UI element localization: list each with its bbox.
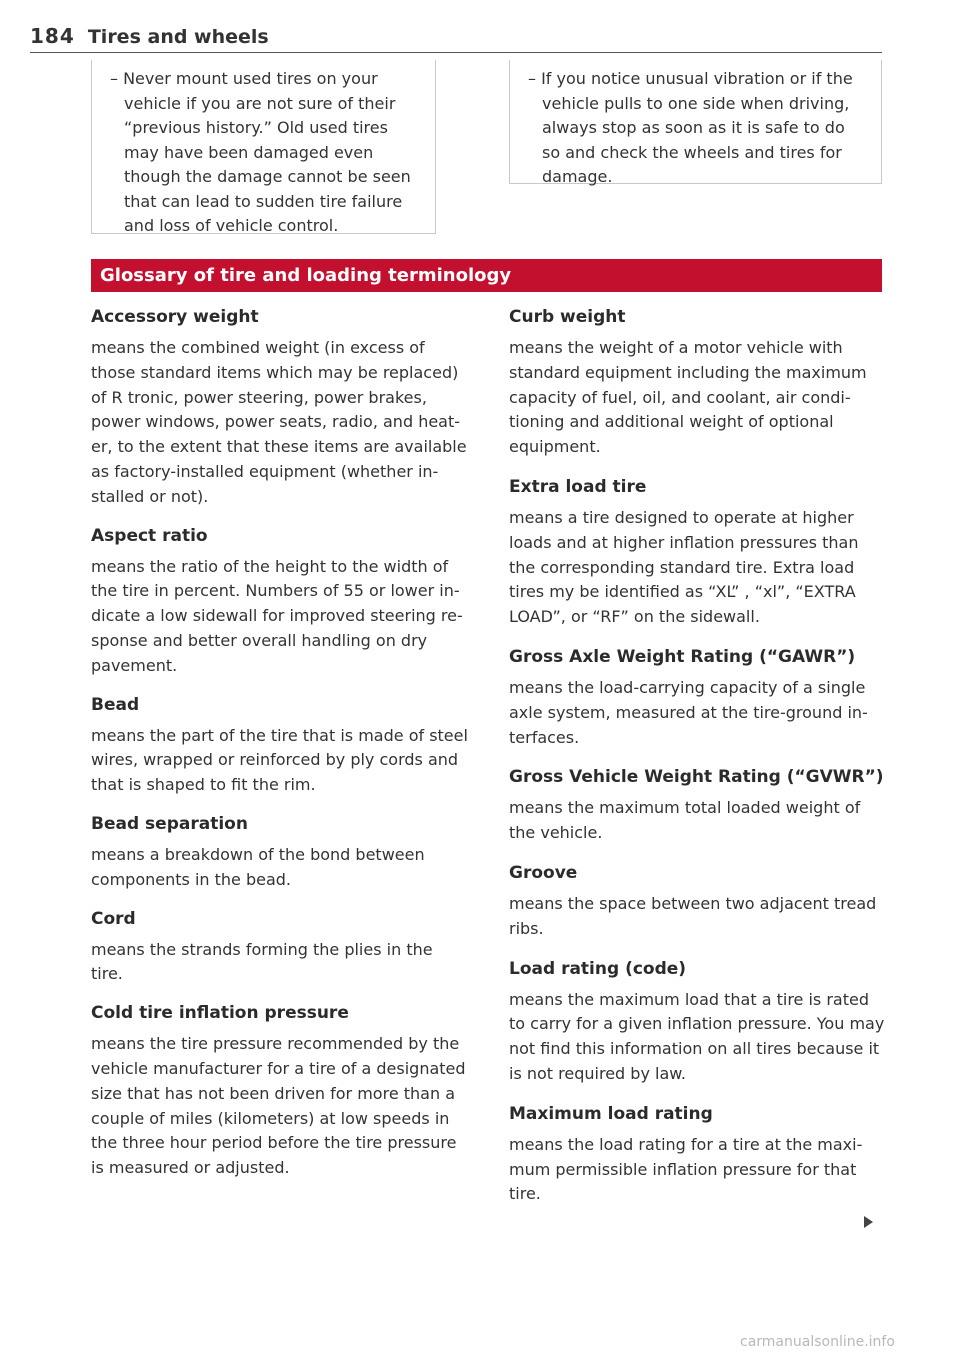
term-definition: means the load-carrying capacity of a single axle system, measured at the tire-ground interfaces. xyxy=(509,677,868,747)
glossary-entry xyxy=(509,952,887,1087)
glossary-column-right xyxy=(509,300,887,1217)
watermark: carmanualsonline.info xyxy=(740,1334,895,1350)
term-definition: means the part of the tire that is made of steel wires, wrapped or reinforced by ply cords and that is shaped to fit the rim. xyxy=(91,725,468,795)
glossary-entry xyxy=(91,519,469,679)
term-title: Bead separation xyxy=(91,813,248,834)
term-title: Gross Axle Weight Rating (“GAWR”) xyxy=(509,646,856,667)
warning-text-vibration: – If you notice unusual vibration or if the vehicle pulls to one side when driving, always stop as soon as it is safe to do so and check the wheels and tires for damage. xyxy=(528,69,853,186)
warning-box-right xyxy=(509,60,882,184)
glossary-entry xyxy=(509,300,887,460)
term-definition: means a tire designed to operate at higher loads and at higher inflation pressures than the corresponding standard tire. Extra load tires my be identified as “XL” , “xl”, “EXTRA LOAD”, or “RF” on the sidewall. xyxy=(509,507,859,627)
glossary-heading: Glossary of tire and loading terminology xyxy=(91,259,882,292)
glossary-entry xyxy=(509,760,887,846)
header-divider xyxy=(30,52,882,53)
term-definition: means a breakdown of the bond between components in the bead. xyxy=(91,844,425,889)
term-title: Curb weight xyxy=(509,307,626,327)
glossary-entry xyxy=(91,300,469,510)
glossary-entry xyxy=(91,902,469,988)
term-title: Aspect ratio xyxy=(91,525,208,546)
glossary-column-left xyxy=(91,300,469,1190)
term-title: Load rating (code) xyxy=(509,958,687,979)
term-title: Cord xyxy=(91,908,136,929)
section-title: Tires and wheels xyxy=(87,26,269,48)
page-number: 184 xyxy=(30,24,75,48)
term-definition: means the combined weight (in excess of those standard items which may be replaced) of R tronic, power steering, power brakes, power windows, power seats, radio, and heater, to the extent that these items are available as factory-installed equipment (whether installed or not). xyxy=(91,338,467,506)
glossary-entry xyxy=(509,1097,887,1207)
glossary-entry xyxy=(509,470,887,630)
term-definition: means the space between two adjacent tread ribs. xyxy=(509,893,877,938)
term-title: Maximum load rating xyxy=(509,1103,713,1124)
glossary-entry xyxy=(91,807,469,893)
page-header xyxy=(30,24,882,52)
term-title: Accessory weight xyxy=(91,307,259,327)
term-title: Cold tire inflation pressure xyxy=(91,1003,349,1024)
glossary-entry xyxy=(91,688,469,798)
warning-text-used-tires: – Never mount used tires on your vehicle if you are not sure of their “previous history.” Old used tires may have been damaged even though the damage cannot be seen that can lead to sudden tire failure and loss of vehicle control. xyxy=(110,69,411,235)
term-definition: means the ratio of the height to the width of the tire in percent. Numbers of 55 or lower indicate a low sidewall for improved steering response and better overall handling on dry pavement. xyxy=(91,556,463,675)
term-definition: means the tire pressure recommended by the vehicle manufacturer for a tire of a designated size that has not been driven for more than a couple of miles (kilometers) at low speeds in the three hour period before the tire pressure is measured or adjusted. xyxy=(91,1034,466,1178)
term-definition: means the maximum total loaded weight of the vehicle. xyxy=(509,798,861,843)
term-title: Gross Vehicle Weight Rating (“GVWR”) xyxy=(509,767,884,788)
glossary-entry xyxy=(509,856,887,942)
term-title: Bead xyxy=(91,694,140,715)
continue-arrow-icon xyxy=(864,1216,873,1228)
term-definition: means the strands forming the plies in the tire. xyxy=(91,939,433,984)
glossary-entry xyxy=(509,640,887,750)
term-definition: means the load rating for a tire at the maximum permissible inflation pressure for that tire. xyxy=(509,1134,863,1204)
warning-box-left xyxy=(91,60,436,234)
term-title: Groove xyxy=(509,862,578,883)
term-definition: means the maximum load that a tire is rated to carry for a given inflation pressure. You may not find this information on all tires because it is not required by law. xyxy=(509,989,885,1083)
term-title: Extra load tire xyxy=(509,476,647,497)
term-definition: means the weight of a motor vehicle with standard equipment including the maximum capacity of fuel, oil, and coolant, air conditioning and additional weight of optional equipment. xyxy=(509,338,867,457)
glossary-entry xyxy=(91,996,469,1181)
